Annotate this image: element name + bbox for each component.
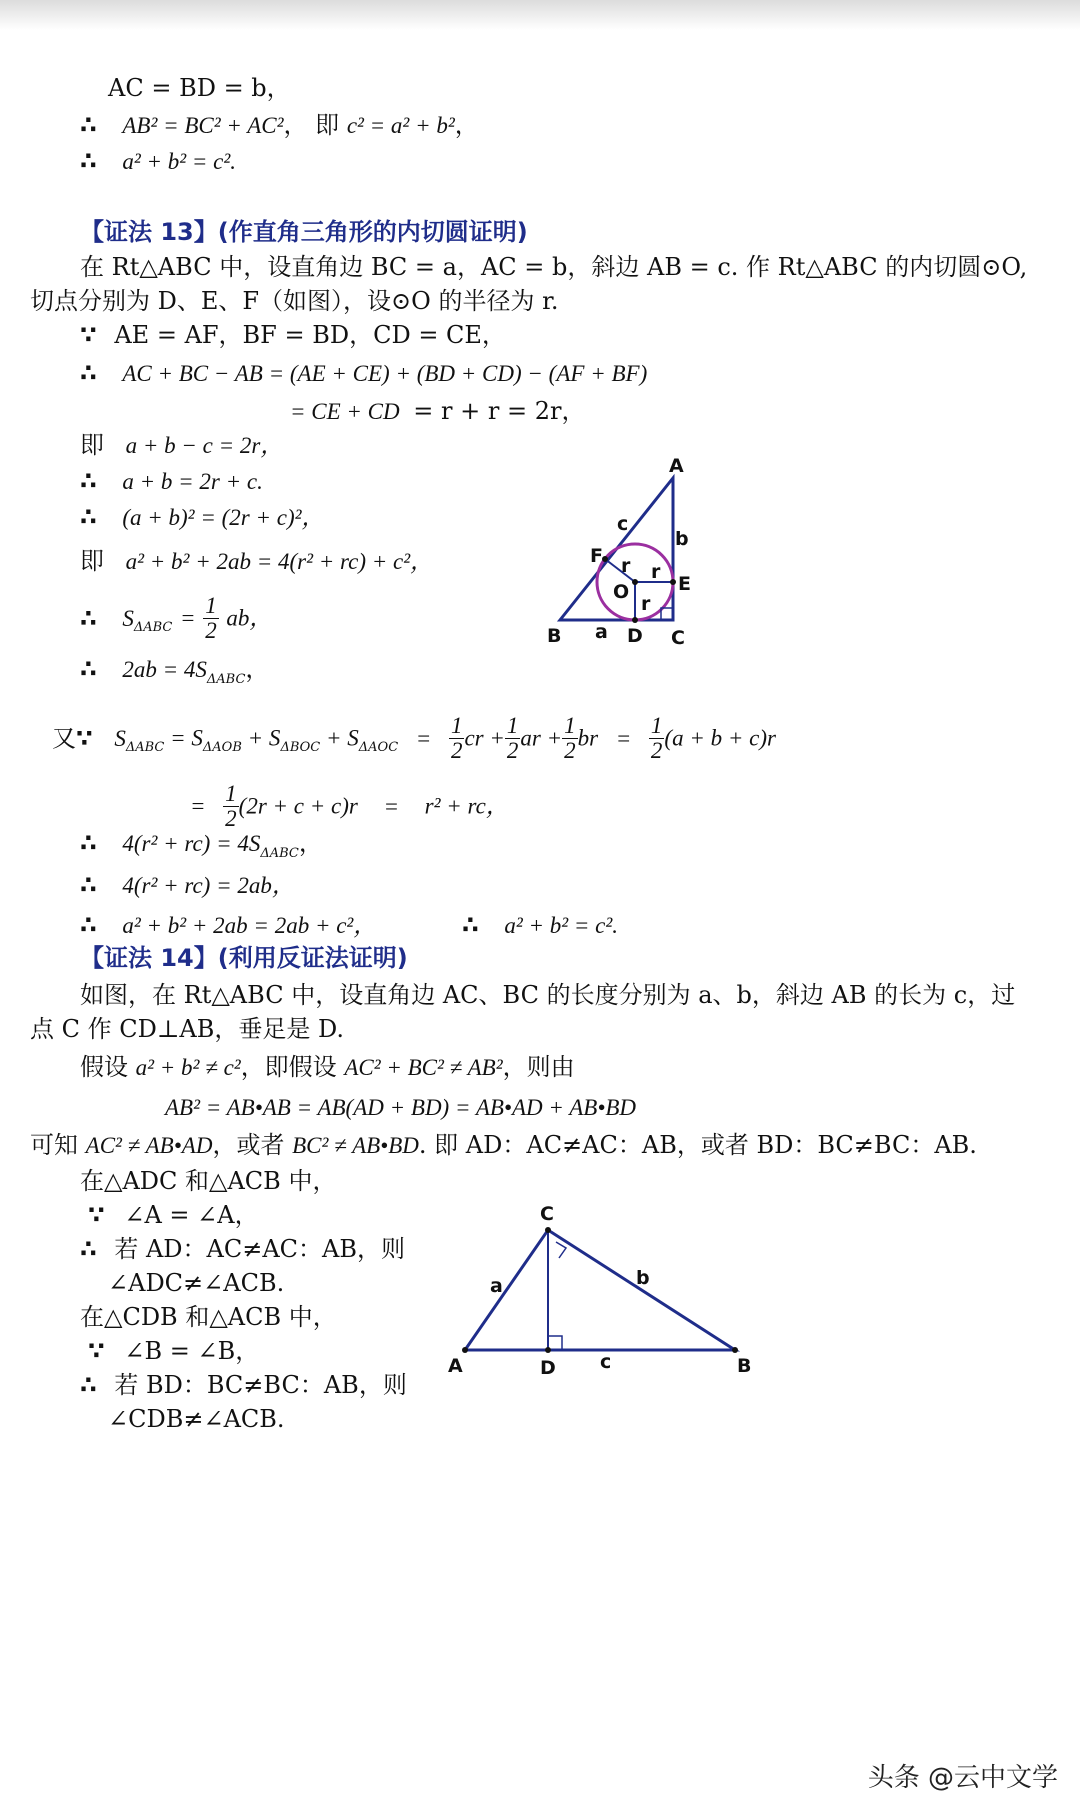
eq-c2: c² = a² + b² [346, 113, 455, 138]
sec13-line-11: = $\frac{1}{2}$ (2r + c + c)r = r² + rc， [190, 781, 509, 831]
because-symbol: ∵ [88, 1337, 105, 1365]
therefore-symbol: ∴ [80, 871, 97, 899]
label-f: F [590, 545, 603, 567]
fraction-half: $\frac{1}{2}$ [564, 713, 576, 763]
label-side-c: c [600, 1351, 612, 1373]
area-aoc: + S [320, 725, 359, 751]
eq-r2-rc: r² + rc， [424, 793, 509, 819]
label-a: A [669, 455, 684, 477]
line-ab-squared [80, 110, 479, 141]
sec14-para-5 [30, 1130, 977, 1161]
therefore-symbol: ∴ [462, 911, 479, 939]
sec14-para-8 [80, 1234, 405, 1264]
fraction-half: $\frac{1}{2}$ [225, 781, 237, 831]
because-symbol: ∵ [88, 1201, 105, 1229]
sec14-para-9: ∠ADC≠∠ACB. [108, 1269, 285, 1297]
eq-2r-c-c: (2r + c + c)r [238, 793, 358, 819]
area-sub: ΔAOB [202, 739, 242, 755]
or-text: ，或者 [212, 1131, 285, 1159]
sec13-line-3 [290, 396, 585, 427]
eq-expanded: a² + b² + 2ab = 4(r² + rc) + c²， [125, 549, 434, 574]
eq-bc2: BC² ≠ AB•BD [292, 1133, 419, 1158]
label-r3: r [641, 593, 651, 615]
point-b [732, 1347, 738, 1353]
sec13-line-8: ∴ $S_{\Delta ABC}$ = $\frac{1}{2}$ ab， [80, 593, 273, 643]
area-aob: = S [164, 725, 203, 751]
label-c: C [540, 1203, 554, 1225]
eq-ab2: AB² = BC² + AC² [122, 113, 284, 138]
then-text: ，则由 [502, 1053, 575, 1081]
incircle-figure [545, 450, 715, 650]
therefore-symbol: ∴ [80, 147, 97, 175]
sec14-para-13: ∠CDB≠∠ACB. [108, 1405, 285, 1433]
sec13-line-6 [80, 502, 325, 533]
sec14-para-6: 在△ADC 和△ACB 中， [80, 1167, 337, 1195]
area-s: S [114, 725, 126, 751]
triangle-acb [465, 1230, 735, 1350]
line-ac-bd: AC = BD = b， [108, 74, 291, 102]
sec13-para-2: 切点分别为 D、E、F（如图），设⊙O 的半径为 r. [30, 287, 559, 315]
sec13-para-1: 在 Rt△ABC 中，设直角边 BC = a，AC = b，斜边 AB = c. 作 Rt△ABC 的内切圆⊙O, [80, 253, 1028, 281]
eq-ab-product: AB² = AB•AB = AB(AD + BD) = AB•AD + AB•BD [165, 1095, 637, 1120]
sec13-line-5 [80, 466, 263, 497]
area-s: S [122, 605, 134, 631]
sec13-line-10: 又∵ $S_{\Delta ABC} = S_{\Delta AOB} + S_{\Delta BOC} + S_{\Delta AOC}$ = $\frac{1}{2}$ cr + $\frac{1}{2}$ ar + $\frac{1}{2}$ br = $\frac{1}{2}$ (a + b + c)r [52, 713, 776, 763]
therefore-symbol: ∴ [80, 359, 97, 387]
label-side-a: a [490, 1275, 503, 1297]
top-shadow [0, 0, 1080, 30]
therefore-symbol: ∴ [80, 111, 97, 139]
sec14-para-1: 如图，在 Rt△ABC 中，设直角边 AC、BC 的长度分别为 a、b，斜边 AB 的长为 c，过 [80, 981, 1016, 1009]
sec13-line-9 [80, 654, 269, 695]
therefore-symbol: ∴ [80, 655, 97, 683]
tangent-equalities: AE = AF，BF = BD，CD = CE， [114, 321, 506, 349]
radius-of [605, 559, 635, 582]
eq-4r2: 4(r² + rc) = 4S [122, 831, 261, 856]
eq-4r2-2ab: 4(r² + rc) = 2ab， [122, 873, 295, 898]
label-b: B [547, 625, 562, 647]
therefore-symbol: ∴ [80, 604, 97, 633]
comma: ， [454, 111, 479, 139]
fraction-half: $\frac{1}{2}$ [506, 713, 519, 763]
fraction-half: $\frac{1}{2}$ [650, 713, 663, 763]
point-d [545, 1347, 551, 1353]
therefore-symbol: ∴ [80, 1371, 97, 1399]
label-r2: r [651, 561, 661, 583]
assume-text-2: ，即假设 [240, 1053, 337, 1081]
eq-final-expanded: a² + b² + 2ab = 2ab + c²， [122, 913, 377, 938]
label-side-a: a [595, 621, 608, 643]
comma: ， [298, 829, 323, 857]
ratio-text: . 即 AD：AC≠AC：AB，或者 BD：BC≠BC：AB. [418, 1131, 977, 1159]
label-side-b: b [636, 1267, 650, 1289]
fraction-half: $\frac{1}{2}$ [205, 593, 217, 643]
sec14-para-7 [88, 1200, 259, 1230]
therefore-symbol: ∴ [80, 467, 97, 495]
eq-2r: = r + r = 2r， [413, 397, 586, 425]
label-r1: r [621, 555, 631, 577]
right-angle-mark-c [556, 1242, 566, 1258]
area-boc: + S [241, 725, 281, 751]
sec14-para-10: 在△CDB 和△ACB 中， [80, 1303, 337, 1331]
eq-assume: a² + b² ≠ c² [135, 1055, 241, 1080]
fraction-half: $\frac{1}{2}$ [450, 713, 463, 763]
eq-ac2: AC² ≠ AB•AD [85, 1133, 213, 1158]
label-o: O [613, 581, 630, 603]
eq-square: (a + b)² = (2r + c)²， [122, 505, 325, 530]
eq-final: a² + b² = c². [504, 913, 619, 938]
because-symbol: ∵ [76, 724, 93, 753]
assume-text: 假设 [80, 1053, 128, 1081]
label-d: D [540, 1357, 556, 1379]
therefore-symbol: ∴ [80, 503, 97, 531]
sec13-line-14 [80, 910, 376, 941]
sec13-line-2 [80, 358, 647, 389]
eq-sides-diff: AC + BC − AB = (AE + CE) + (BD + CD) − (AF + BF) [122, 361, 648, 386]
angle-a-equal: ∠A = ∠A， [124, 1201, 259, 1229]
watermark: 头条 @云中文学 [867, 1763, 1058, 1793]
area-sub: ΔABC [260, 845, 299, 861]
label-d: D [627, 625, 643, 647]
angle-b-equal: ∠B = ∠B， [124, 1337, 260, 1365]
eq-assume-sides: AC² + BC² ≠ AB² [344, 1055, 503, 1080]
sec13-line-13 [80, 870, 295, 901]
eq-pythagoras: a² + b² = c². [122, 149, 237, 174]
point-e [670, 579, 676, 585]
ji-text: 即 [80, 431, 104, 459]
know-text: 可知 [30, 1131, 78, 1159]
area-sub: ΔAOC [358, 739, 399, 755]
area-sub: ΔABC [125, 739, 165, 755]
label-side-c: c [617, 513, 629, 535]
section-14-heading: 【证法 14】(利用反证法证明) [80, 944, 408, 972]
altitude-figure [440, 1200, 760, 1390]
area-sub: ΔABC [206, 671, 246, 687]
sec13-line-7 [80, 546, 433, 577]
therefore-symbol: ∴ [80, 911, 97, 939]
label-e: E [678, 573, 691, 595]
sec14-para-11 [88, 1336, 259, 1366]
label-a: A [448, 1355, 463, 1377]
eq-a-plus-b: a + b = 2r + c. [122, 469, 263, 494]
therefore-symbol: ∴ [80, 829, 97, 857]
sec13-line-12 [80, 828, 323, 869]
sec13-line-4 [80, 430, 283, 461]
label-b: B [737, 1355, 752, 1377]
sec13-line-14b [462, 910, 618, 941]
area-sub: ΔABC [133, 619, 173, 635]
eq-ce-cd: = CE + CD [290, 399, 400, 424]
section-13-heading: 【证法 13】(作直角三角形的内切圆证明) [80, 218, 528, 246]
sec14-para-2: 点 C 作 CD⊥AB，垂足是 D. [30, 1015, 345, 1043]
if-bd-ratio: 若 BD：BC≠BC：AB，则 [114, 1371, 407, 1399]
ji-text: 即 [80, 547, 104, 575]
eq-a-b-c: a + b − c = 2r， [125, 433, 284, 458]
ji-text: ， 即 [283, 111, 347, 139]
line-conclusion [80, 146, 236, 177]
point-c [545, 1227, 551, 1233]
point-o [632, 579, 638, 585]
point-d [632, 617, 638, 623]
eq-2ab: 2ab = 4S [122, 657, 207, 682]
you-text: 又 [52, 724, 76, 753]
sec14-para-12 [80, 1370, 407, 1400]
if-ad-ratio: 若 AD：AC≠AC：AB，则 [114, 1235, 406, 1263]
label-side-b: b [675, 528, 689, 550]
therefore-symbol: ∴ [80, 1235, 97, 1263]
because-symbol: ∵ [80, 321, 97, 349]
label-c: C [671, 627, 685, 649]
sec13-line-1 [80, 320, 506, 350]
point-a [462, 1347, 468, 1353]
sec14-para-4 [165, 1092, 636, 1123]
sec14-para-3 [80, 1052, 575, 1083]
area-sub: ΔBOC [280, 739, 321, 755]
eq-ab: ab， [226, 605, 273, 631]
comma: ， [245, 655, 270, 683]
